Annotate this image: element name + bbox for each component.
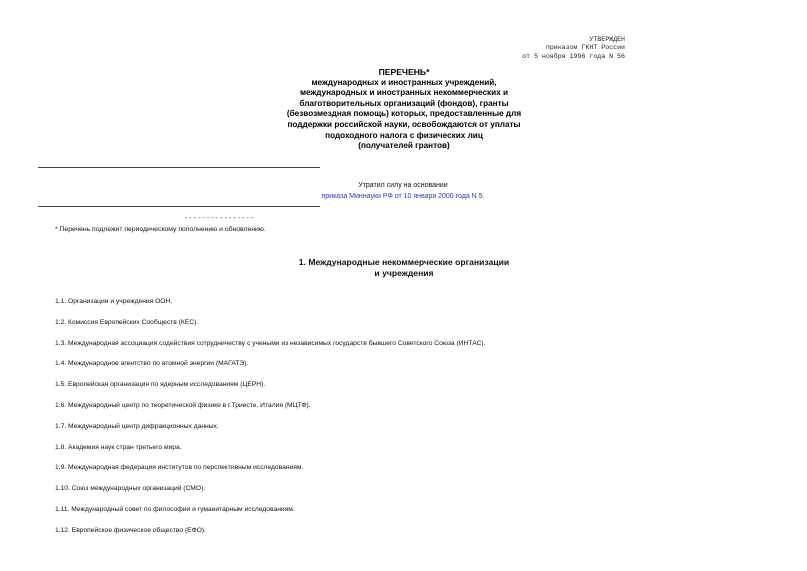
title-line: подоходного налога с физических лиц [325,130,483,140]
repeal-notice [300,180,506,202]
title-line: благотворительных организаций (фондов), гранты [299,98,509,108]
list-item: 1.8. Академия наук стран третьего мира. [55,443,182,451]
title-line: международных и иностранных учреждений, [311,77,497,87]
list-item: 1.1. Организации и учреждения ООН. [55,298,173,305]
list-item: 1.5. Европейская организация по ядерным исследованиям (ЦЕРН). [55,381,266,389]
approval-line-2: приказом ГКНТ России [545,44,625,52]
organization-list [55,298,755,548]
approval-line-1: УТВЕРЖДЕН [589,36,625,43]
title-line: международных и иностранных некоммерческих и [299,88,509,98]
document-title [258,67,550,152]
section-title [254,257,554,279]
list-item: 1.11. Международный совет по философии и гуманитарным исследованиям. [55,505,295,513]
section-title-line-1: 1. Международные некоммерческие организации [298,257,510,267]
title-line: (получателей грантов) [358,141,450,151]
list-item: 1.9. Международная федерация институтов по перспективным исследованиям. [55,464,304,472]
footnote-separator: ---------------- [184,215,255,223]
title-line: (безвозмездная помощь) которых, предоставленные для [286,109,522,119]
repeal-text: Утратил силу на основании [358,182,448,189]
list-item: 1.12. Европейское физическое общество (ЕФО). [55,526,207,534]
approval-line-3: от 5 ноября 1996 года N 56 [522,52,625,60]
title-heading: ПЕРЕЧЕНЬ* [378,67,430,77]
divider-top [38,167,320,168]
list-item: 1.10. Союз международных организаций (СМО). [55,485,206,493]
divider-bottom [38,206,320,207]
title-line: поддержки российской науки, освобождаются от уплаты [287,119,521,129]
list-item: 1.6. Международный центр по теоретической физике в г.Триесте, Италия (МЦТФ). [55,401,311,409]
list-item: 1.4. Международное агентство по атомной энергии (МАГАТЭ). [55,360,249,368]
footnote-text: * Перечень подлежит периодическому пополнению и обновлению. [55,226,266,233]
list-item: 1.7. Международный центр дифракционных данных. [55,422,219,430]
approval-stamp [522,36,625,61]
section-title-line-2: и учреждения [374,268,434,278]
list-item: 1.2. Комиссия Европейских Сообществ (КЕС). [55,318,199,326]
repeal-order-link[interactable]: приказа Миннауки РФ от 10 января 2000 года N 5. [321,193,485,200]
list-item: 1.3. Международная ассоциация содействия сотрудничеству с учеными из независимых государств бывшего Советского Союза (ИНТАС). [55,339,486,347]
